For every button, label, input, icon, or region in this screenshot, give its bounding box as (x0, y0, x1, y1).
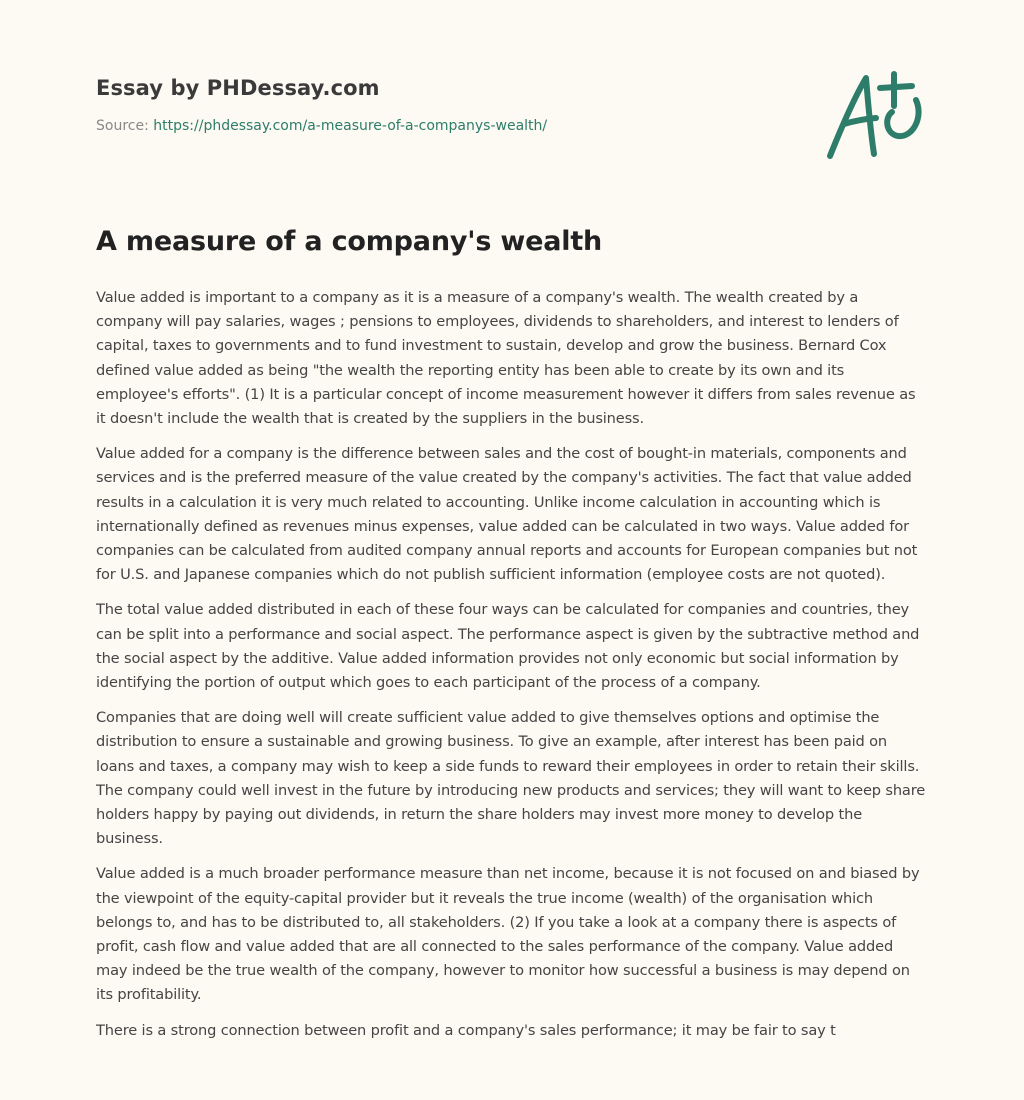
essay-body (96, 286, 928, 1054)
essay-paragraph: Value added is important to a company as it is a measure of a company's wealth. The wealth created by a company will pay salaries, wages ; pensions to employees, dividends to shareholders, and interest to lenders of capital, taxes to governments and to fund investment to sustain, develop and grow the business. Bernard Cox defined value added as being "the wealth the reporting entity has been able to create by its own and its employee's efforts". (1) It is a particular concept of income measurement however it differs from sales revenue as it doesn't include the wealth that is created by the suppliers in the business. (96, 289, 916, 428)
source-label: Source: (96, 118, 149, 134)
essay-paragraph: Value added for a company is the difference between sales and the cost of bought-in materials, components and services and is the preferred measure of the value created by the company's activities. The fact that value added results in a calculation it is very much related to accounting. Unlike income calculation in accounting which is internationally defined as revenues minus expenses, value added can be calculated in two ways. Value added for companies can be calculated from audited company annual reports and accounts for European companies but not for U.S. and Japanese companies which do not publish sufficient information (employee costs are not quoted). (96, 445, 918, 584)
source-link[interactable]: https://phdessay.com/a-measure-of-a-companys-wealth/ (153, 118, 548, 134)
essay-paragraph: There is a strong connection between profit and a company's sales performance; it may be fair to say t (96, 1021, 836, 1039)
brand-title: Essay by PHDessay.com (96, 76, 380, 100)
page-header (96, 76, 796, 134)
source-line (96, 118, 796, 134)
essay-title: A measure of a company's wealth (96, 226, 603, 257)
essay-paragraph: Companies that are doing well will create sufficient value added to give themselves options and optimise the distribution to ensure a sustainable and growing business. To give an example, after interest has been paid on loans and taxes, a company may wish to keep a side funds to reward their employees in order to retain their skills. The company could well invest in the future by introducing new products and services; they will want to keep share holders happy by paying out dividends, in return the share holders may invest more money to develop the business. (96, 709, 926, 848)
a-plus-logo-icon (820, 66, 930, 166)
essay-paragraph: The total value added distributed in each of these four ways can be calculated for companies and countries, they can be split into a performance and social aspect. The performance aspect is given by the subtractive method and the social aspect by the additive. Value added information provides not only economic but social information by identifying the portion of output which goes to each participant of the process of a company. (96, 601, 920, 692)
essay-paragraph: Value added is a much broader performance measure than net income, because it is not focused on and biased by the viewpoint of the equity-capital provider but it reveals the true income (wealth) of the organisation which belongs to, and has to be distributed to, all stakeholders. (2) If you take a look at a company there is aspects of profit, cash flow and value added that are all connected to the sales performance of the company. Value added may indeed be the true wealth of the company, however to monitor how successful a business is may depend on its profitability. (96, 865, 920, 1004)
